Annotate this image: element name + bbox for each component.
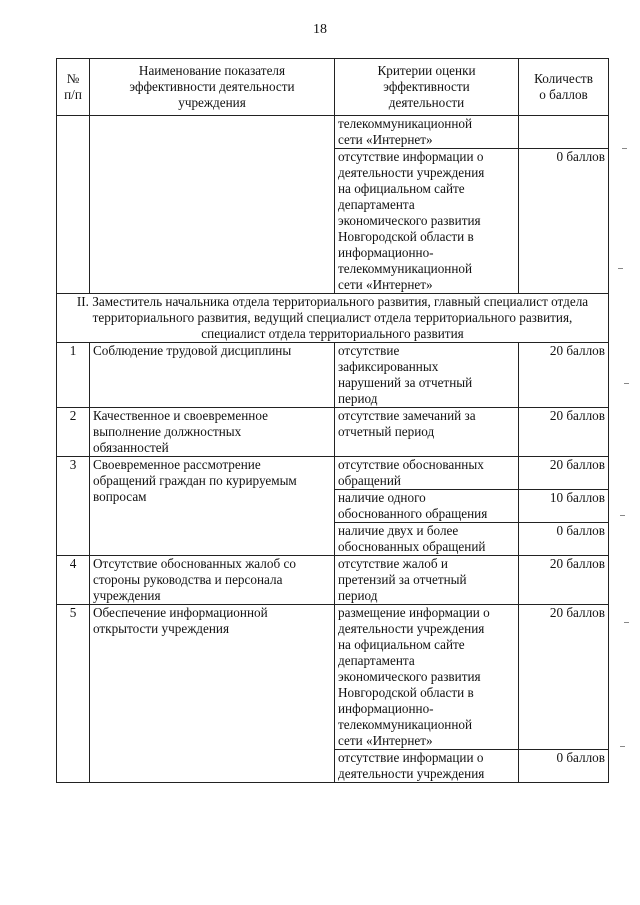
cell-criteria: отсутствие замечаний за отчетный период: [335, 408, 519, 457]
cell-criteria: наличие одного обоснованного обращения: [335, 490, 519, 523]
header-criteria: Критерии оценки эффективности деятельности: [335, 59, 519, 116]
cell-criteria: отсутствие обоснованных обращений: [335, 457, 519, 490]
cell-num: 3: [57, 457, 90, 556]
table-row: [57, 116, 609, 149]
table-row: [57, 605, 609, 750]
cell-num: [57, 116, 90, 294]
table-row: [57, 408, 609, 457]
cell-indicator: Обеспечение информационной открытости учреждения: [90, 605, 335, 783]
scan-speck: [620, 515, 625, 516]
header-indicator: Наименование показателя эффективности деятельности учреждения: [90, 59, 335, 116]
cell-points: 20 баллов: [519, 556, 609, 605]
cell-points: 20 баллов: [519, 343, 609, 408]
table-row: [57, 343, 609, 408]
page-number: 18: [313, 22, 327, 37]
cell-indicator: Своевременное рассмотрение обращений граждан по курируемым вопросам: [90, 457, 335, 556]
cell-num: 5: [57, 605, 90, 783]
cell-criteria: отсутствие зафиксированных нарушений за отчетный период: [335, 343, 519, 408]
section-heading: II. Заместитель начальника отдела территориального развития, главный специалист отдела территориального развития, ведущий специалист отдела территориального развития, специалист отдела территориального развития: [57, 294, 609, 343]
header-num: № п/п: [57, 59, 90, 116]
scan-speck: [624, 622, 629, 623]
cell-points: [519, 116, 609, 149]
cell-points: 0 баллов: [519, 750, 609, 783]
cell-points: 10 баллов: [519, 490, 609, 523]
table-row: [57, 457, 609, 490]
cell-num: 1: [57, 343, 90, 408]
header-points: Количеств о баллов: [519, 59, 609, 116]
cell-num: 2: [57, 408, 90, 457]
scan-speck: [618, 268, 623, 269]
cell-num: 4: [57, 556, 90, 605]
cell-points: 20 баллов: [519, 605, 609, 750]
cell-points: 20 баллов: [519, 408, 609, 457]
section-row: [57, 294, 609, 343]
cell-criteria: отсутствие информации о деятельности учреждения: [335, 750, 519, 783]
scan-speck: [624, 383, 629, 384]
cell-indicator: Качественное и своевременное выполнение должностных обязанностей: [90, 408, 335, 457]
cell-criteria: отсутствие жалоб и претензий за отчетный период: [335, 556, 519, 605]
cell-criteria: размещение информации о деятельности учреждения на официальном сайте департамента экономического развития Новгородской области в информационно- телекоммуникационной сети «Интернет»: [335, 605, 519, 750]
cell-indicator: Соблюдение трудовой дисциплины: [90, 343, 335, 408]
cell-indicator: [90, 116, 335, 294]
table-row: [57, 556, 609, 605]
cell-criteria: отсутствие информации о деятельности учреждения на официальном сайте департамента экономического развития Новгородской области в информационно- телекоммуникационной сети «Интернет»: [335, 149, 519, 294]
cell-points: 0 баллов: [519, 149, 609, 294]
scan-speck: [622, 148, 627, 149]
cell-points: 0 баллов: [519, 523, 609, 556]
evaluation-table: [56, 58, 609, 783]
cell-criteria: наличие двух и более обоснованных обращений: [335, 523, 519, 556]
cell-points: 20 баллов: [519, 457, 609, 490]
cell-criteria: телекоммуникационной сети «Интернет»: [335, 116, 519, 149]
scan-speck: [620, 746, 625, 747]
table-header-row: [57, 59, 609, 116]
cell-indicator: Отсутствие обоснованных жалоб со стороны руководства и персонала учреждения: [90, 556, 335, 605]
